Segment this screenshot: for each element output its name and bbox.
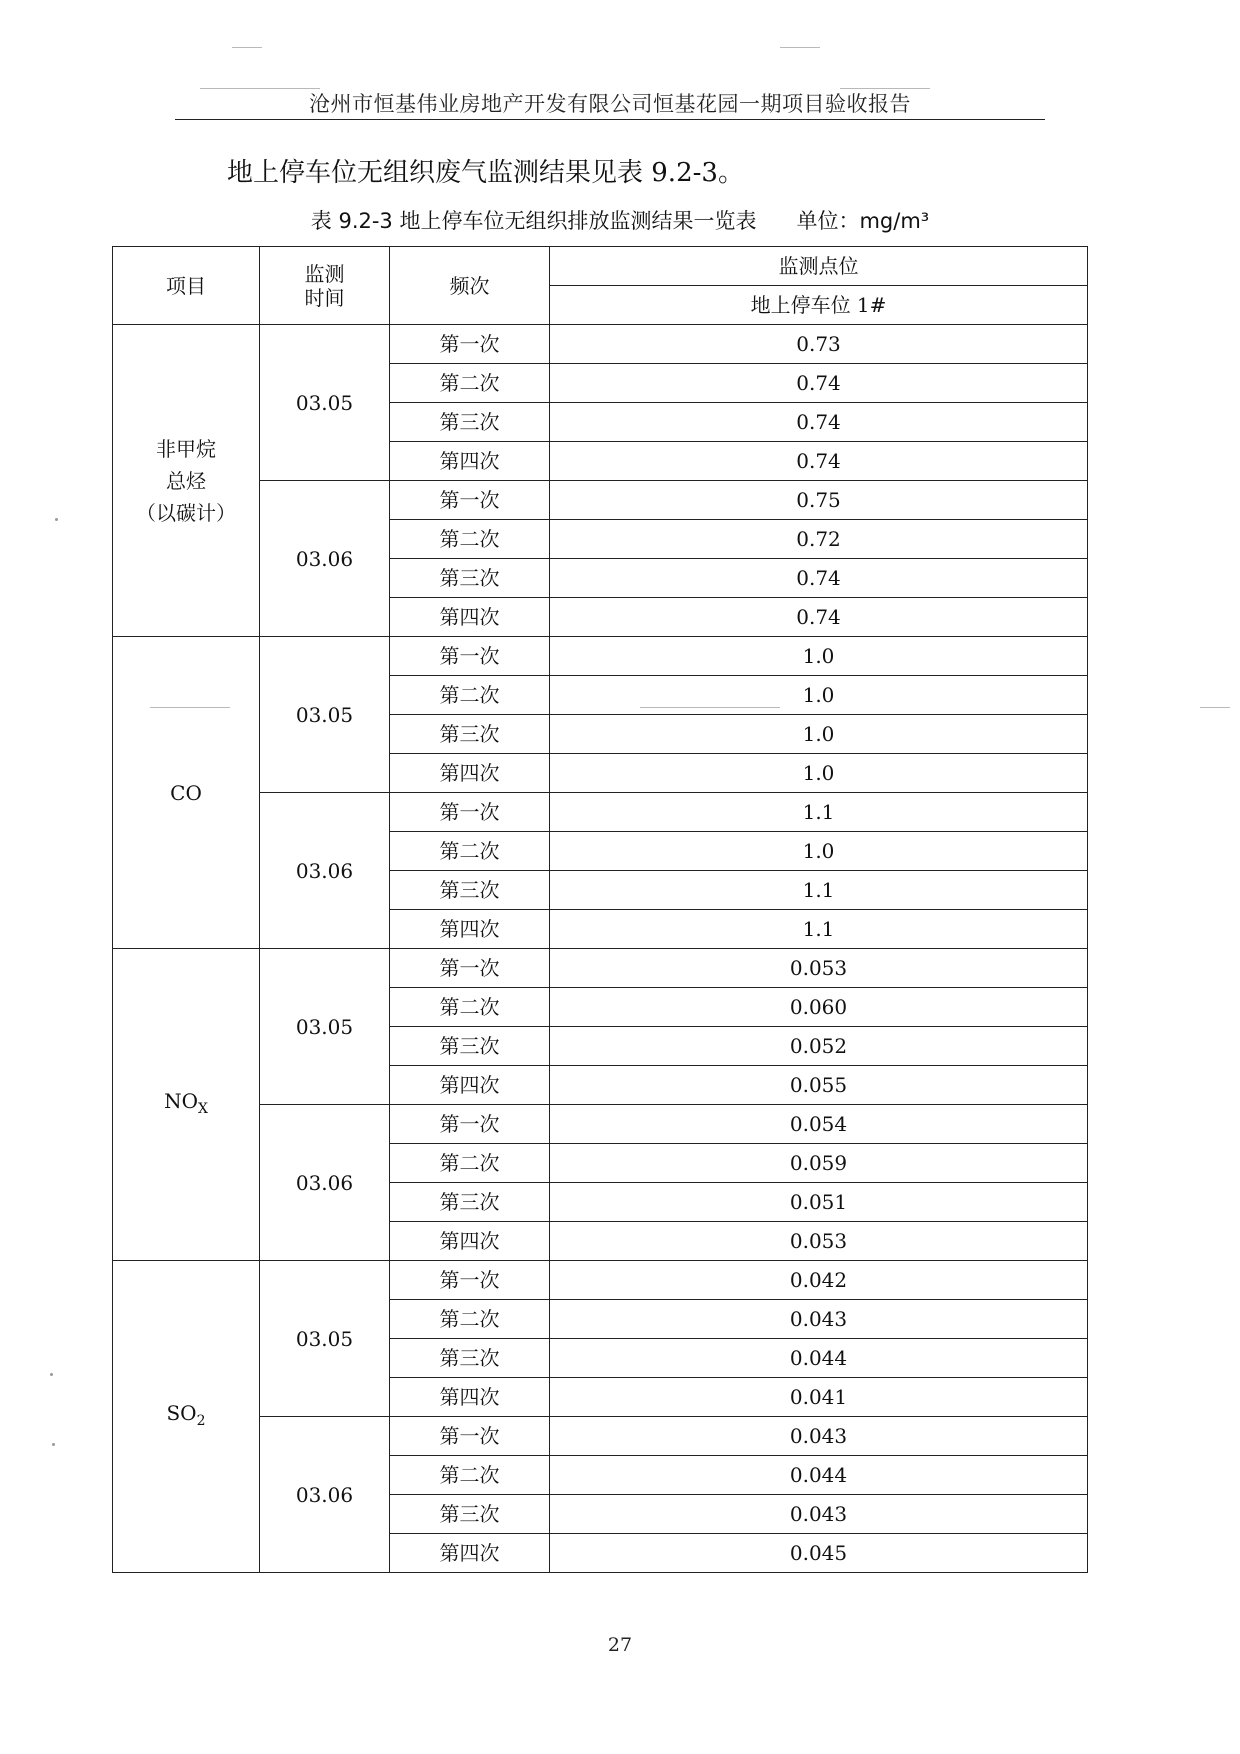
monitoring-date-cell: 03.05 <box>260 325 390 481</box>
value-cell: 0.73 <box>550 325 1088 364</box>
pollutant-subscript: X <box>197 1100 208 1117</box>
monitoring-date-cell: 03.06 <box>260 1105 390 1261</box>
table-row <box>113 1417 1088 1456</box>
header-row <box>113 247 1088 286</box>
frequency-cell: 第三次 <box>390 559 550 598</box>
value-cell: 0.053 <box>550 1222 1088 1261</box>
frequency-cell: 第一次 <box>390 481 550 520</box>
table-caption-title: 表 9.2-3 地上停车位无组织排放监测结果一览表 <box>310 209 757 233</box>
frequency-cell: 第一次 <box>390 949 550 988</box>
frequency-cell: 第一次 <box>390 1417 550 1456</box>
value-cell: 1.0 <box>550 832 1088 871</box>
frequency-cell: 第四次 <box>390 442 550 481</box>
value-cell: 0.043 <box>550 1300 1088 1339</box>
value-cell: 0.044 <box>550 1339 1088 1378</box>
table-row <box>113 1261 1088 1300</box>
value-cell: 0.054 <box>550 1105 1088 1144</box>
frequency-cell: 第三次 <box>390 1339 550 1378</box>
table-body <box>113 325 1088 1573</box>
frequency-cell: 第四次 <box>390 754 550 793</box>
scan-artifact <box>200 88 320 89</box>
frequency-cell: 第四次 <box>390 910 550 949</box>
monitoring-date-cell: 03.06 <box>260 481 390 637</box>
frequency-cell: 第二次 <box>390 832 550 871</box>
pollutant-name: SO <box>166 1400 197 1425</box>
table-row <box>113 949 1088 988</box>
frequency-cell: 第一次 <box>390 325 550 364</box>
pollutant-name-line: CO <box>170 780 202 805</box>
pollutant-subscript: 2 <box>196 1412 206 1429</box>
table-header <box>113 247 1088 325</box>
header-frequency: 频次 <box>390 247 550 325</box>
monitoring-date-cell: 03.05 <box>260 637 390 793</box>
header-monitoring-point: 监测点位 <box>550 247 1088 286</box>
value-cell: 0.051 <box>550 1183 1088 1222</box>
table-row <box>113 1105 1088 1144</box>
frequency-cell: 第一次 <box>390 793 550 832</box>
scan-artifact <box>232 47 262 48</box>
frequency-cell: 第二次 <box>390 520 550 559</box>
value-cell: 0.060 <box>550 988 1088 1027</box>
frequency-cell: 第三次 <box>390 1027 550 1066</box>
value-cell: 1.0 <box>550 637 1088 676</box>
header-time: 监测 时间 <box>260 247 390 325</box>
pollutant-name: NO <box>164 1088 198 1113</box>
frequency-cell: 第二次 <box>390 1144 550 1183</box>
scan-artifact <box>1200 707 1230 708</box>
table-row <box>113 637 1088 676</box>
value-cell: 1.0 <box>550 715 1088 754</box>
frequency-cell: 第二次 <box>390 676 550 715</box>
report-header-title: 沧州市恒基伟业房地产开发有限公司恒基花园一期项目验收报告 <box>309 92 911 116</box>
table-row <box>113 481 1088 520</box>
pollutant-name-line: 总烃 <box>166 468 206 493</box>
value-cell: 1.0 <box>550 676 1088 715</box>
monitoring-date-cell: 03.06 <box>260 793 390 949</box>
monitoring-date-cell: 03.05 <box>260 1261 390 1417</box>
monitoring-date-cell: 03.06 <box>260 1417 390 1573</box>
pollutant-item-cell <box>113 325 260 637</box>
frequency-cell: 第一次 <box>390 637 550 676</box>
scan-artifact <box>840 88 930 89</box>
scan-artifact <box>55 518 58 521</box>
intro-paragraph: 地上停车位无组织废气监测结果见表 9.2-3。 <box>227 158 744 188</box>
table-caption <box>0 205 1240 235</box>
scan-artifact <box>150 707 230 708</box>
table-row <box>113 325 1088 364</box>
header-divider <box>175 119 1045 120</box>
frequency-cell: 第一次 <box>390 1105 550 1144</box>
value-cell: 0.74 <box>550 442 1088 481</box>
frequency-cell: 第二次 <box>390 1456 550 1495</box>
table-row <box>113 793 1088 832</box>
value-cell: 0.052 <box>550 1027 1088 1066</box>
value-cell: 0.044 <box>550 1456 1088 1495</box>
value-cell: 0.043 <box>550 1417 1088 1456</box>
scan-artifact <box>780 47 820 48</box>
value-cell: 0.041 <box>550 1378 1088 1417</box>
scan-artifact <box>640 707 780 708</box>
pollutant-item-cell <box>113 637 260 949</box>
value-cell: 0.74 <box>550 559 1088 598</box>
value-cell: 0.74 <box>550 598 1088 637</box>
monitoring-results-table <box>112 246 1088 1573</box>
value-cell: 1.1 <box>550 871 1088 910</box>
scan-artifact <box>50 1373 53 1376</box>
frequency-cell: 第四次 <box>390 1534 550 1573</box>
value-cell: 0.043 <box>550 1495 1088 1534</box>
frequency-cell: 第三次 <box>390 871 550 910</box>
value-cell: 0.74 <box>550 364 1088 403</box>
frequency-cell: 第二次 <box>390 988 550 1027</box>
page-number: 27 <box>607 1634 633 1656</box>
value-cell: 0.74 <box>550 403 1088 442</box>
scan-artifact <box>52 1443 55 1446</box>
value-cell: 1.0 <box>550 754 1088 793</box>
frequency-cell: 第四次 <box>390 1222 550 1261</box>
pollutant-item-cell <box>113 1261 260 1573</box>
frequency-cell: 第一次 <box>390 1261 550 1300</box>
frequency-cell: 第二次 <box>390 1300 550 1339</box>
header-item: 项目 <box>113 247 260 325</box>
value-cell: 1.1 <box>550 910 1088 949</box>
frequency-cell: 第四次 <box>390 598 550 637</box>
frequency-cell: 第三次 <box>390 1183 550 1222</box>
value-cell: 1.1 <box>550 793 1088 832</box>
frequency-cell: 第二次 <box>390 364 550 403</box>
pollutant-item-cell <box>113 949 260 1261</box>
frequency-cell: 第三次 <box>390 715 550 754</box>
header-point-name: 地上停车位 1# <box>550 286 1088 325</box>
value-cell: 0.055 <box>550 1066 1088 1105</box>
monitoring-date-cell: 03.05 <box>260 949 390 1105</box>
value-cell: 0.045 <box>550 1534 1088 1573</box>
frequency-cell: 第三次 <box>390 1495 550 1534</box>
value-cell: 0.059 <box>550 1144 1088 1183</box>
value-cell: 0.053 <box>550 949 1088 988</box>
frequency-cell: 第四次 <box>390 1066 550 1105</box>
value-cell: 0.72 <box>550 520 1088 559</box>
value-cell: 0.75 <box>550 481 1088 520</box>
pollutant-name-line: （以碳计） <box>136 500 236 525</box>
frequency-cell: 第三次 <box>390 403 550 442</box>
pollutant-name-line: 非甲烷 <box>156 436 216 461</box>
table-caption-unit: 单位：mg/m³ <box>796 209 930 233</box>
value-cell: 0.042 <box>550 1261 1088 1300</box>
frequency-cell: 第四次 <box>390 1378 550 1417</box>
